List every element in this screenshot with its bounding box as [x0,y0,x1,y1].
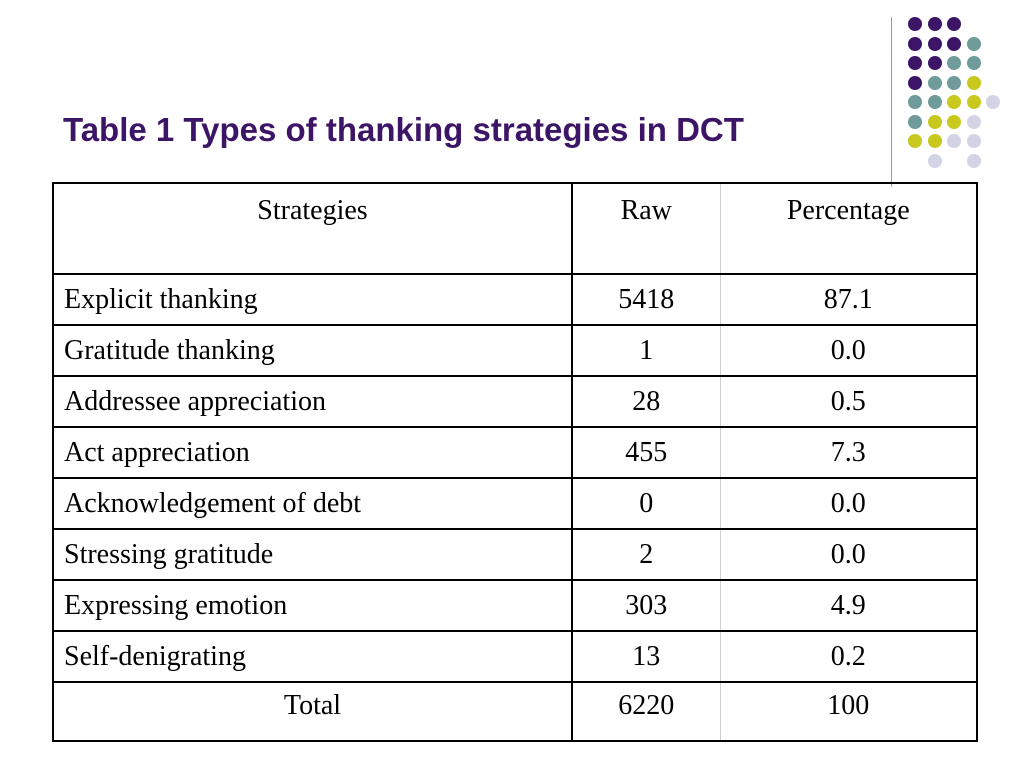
table-row [53,478,977,529]
header-percentage: Percentage [720,183,977,274]
decorative-dot [967,134,981,148]
decorative-dot [947,115,961,129]
strategy-cell: Addressee appreciation [53,376,572,427]
raw-cell: 2 [572,529,720,580]
decorative-dot [908,95,922,109]
decorative-dot [967,56,981,70]
slide-title: Table 1 Types of thanking strategies in DCT [63,111,744,148]
decorative-dot [967,95,981,109]
percentage-cell: 87.1 [720,274,977,325]
total-percentage-cell: 100 [720,682,977,741]
header-raw: Raw [572,183,720,274]
decorative-dot [928,134,942,148]
table-row [53,325,977,376]
table-row [53,631,977,682]
percentage-cell: 4.9 [720,580,977,631]
raw-cell: 5418 [572,274,720,325]
total-raw-cell: 6220 [572,682,720,741]
strategy-cell: Act appreciation [53,427,572,478]
decorative-dot [908,37,922,51]
header-strategies: Strategies [53,183,572,274]
percentage-cell: 0.0 [720,529,977,580]
decorative-dot [928,95,942,109]
percentage-cell: 0.5 [720,376,977,427]
strategy-cell: Stressing gratitude [53,529,572,580]
strategy-cell: Acknowledgement of debt [53,478,572,529]
decorative-dot [967,115,981,129]
decorative-dot [928,115,942,129]
decorative-dot [967,154,981,168]
decorative-dot [908,56,922,70]
raw-cell: 1 [572,325,720,376]
strategy-cell: Explicit thanking [53,274,572,325]
raw-cell: 13 [572,631,720,682]
decorative-dot [908,134,922,148]
decorative-dot [928,76,942,90]
decorative-dot [908,76,922,90]
strategy-cell: Expressing emotion [53,580,572,631]
thanking-strategies-table [52,182,978,742]
table-row [53,580,977,631]
percentage-cell: 0.2 [720,631,977,682]
decorative-dot [928,17,942,31]
strategy-cell: Self-denigrating [53,631,572,682]
percentage-cell: 0.0 [720,325,977,376]
table-header-row [53,183,977,274]
table-row [53,376,977,427]
table-row [53,274,977,325]
decorative-dot [947,17,961,31]
decorative-dot [967,37,981,51]
decorative-dot [967,76,981,90]
table-row [53,529,977,580]
raw-cell: 0 [572,478,720,529]
table-total-row [53,682,977,741]
divider-line [891,17,892,187]
table-row [53,427,977,478]
strategy-cell: Gratitude thanking [53,325,572,376]
decorative-dot [928,154,942,168]
decorative-dot [928,56,942,70]
decorative-dot [947,95,961,109]
decorative-dot [947,37,961,51]
total-label-cell: Total [53,682,572,741]
raw-cell: 28 [572,376,720,427]
decorative-dot [908,17,922,31]
decorative-dot [908,115,922,129]
decorative-dot [928,37,942,51]
decorative-dot [947,76,961,90]
raw-cell: 303 [572,580,720,631]
decorative-dot [947,56,961,70]
decorative-dot [986,95,1000,109]
raw-cell: 455 [572,427,720,478]
percentage-cell: 7.3 [720,427,977,478]
decorative-dot [947,134,961,148]
percentage-cell: 0.0 [720,478,977,529]
